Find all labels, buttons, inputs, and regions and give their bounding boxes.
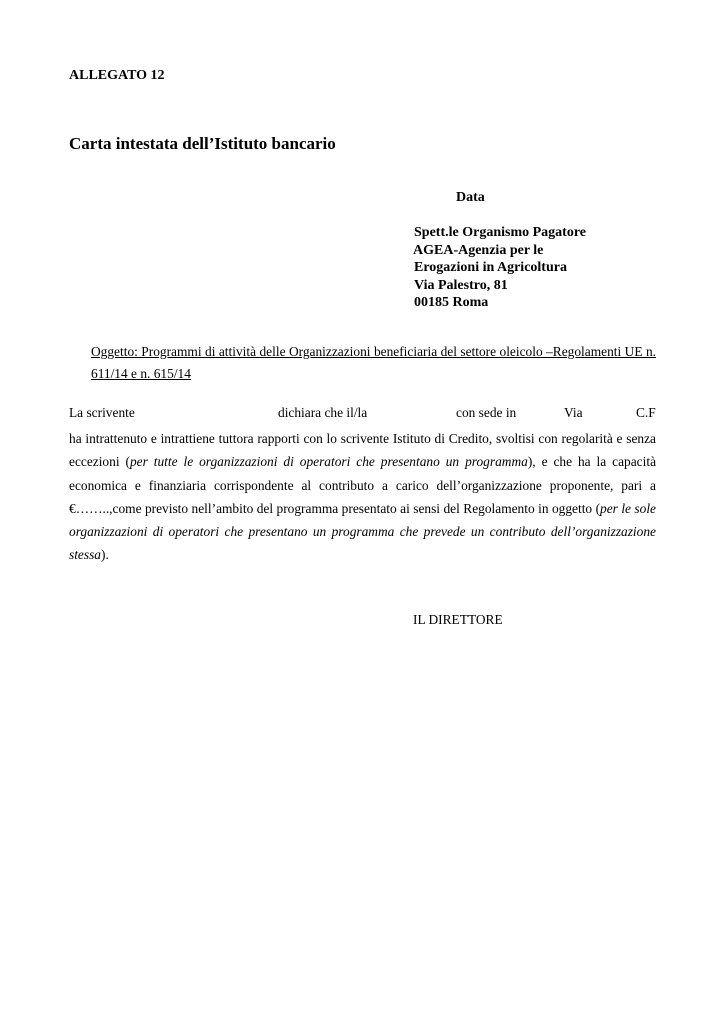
body-italic-segment: per le sole organizzazioni di operatori che presentano un programma che prevede un contributo dell’organizzazione stessa [69,500,656,563]
recipient-address-block [414,224,586,312]
signature-label: IL DIRETTORE [413,612,503,627]
date-label: Data [456,190,485,205]
body-italic-segment: per tutte le organizzazioni di operatori che presentano un programma [129,454,528,470]
body-text-segment: ha intrattenuto e intrattiene tuttora rapporti con lo scrivente Istituto di Credito, svoltisi con regolarità e senza eccezioni ( [69,431,656,470]
subject-line: Oggetto: Programmi di attività delle Organizzazioni beneficiaria del settore oleicolo –Regolamenti UE n. 611/14 e n. 615/14 [91,344,656,381]
declaration-word: con sede in [456,405,517,420]
body-text-segment: ), e che ha la capacità economica e finanziaria corrispondente al contributo a carico dell’organizzazione proponente, pari a €……..,come previsto nell’ambito del programma presentato ai sensi del Regolamento in oggetto ( [69,454,657,516]
declaration-word: La scrivente [69,405,135,420]
declaration-word: Via [564,405,583,420]
recipient-line: Spett.le Organismo Pagatore [414,225,586,240]
declaration-word: C.F [636,405,656,420]
declaration-paragraph [69,427,656,567]
declaration-word: dichiara che il/la [278,405,368,420]
body-text-segment: ). [101,547,109,563]
recipient-line: 00185 Roma [414,295,489,310]
attachment-label: ALLEGATO 12 [69,68,165,83]
recipient-line: Via Palestro, 81 [414,277,508,293]
recipient-line: AGEA-Agenzia per le [413,242,544,258]
recipient-line: Erogazioni in Agricoltura [414,260,567,275]
letterhead-placeholder-title: Carta intestata dell’Istituto bancario [69,134,336,153]
